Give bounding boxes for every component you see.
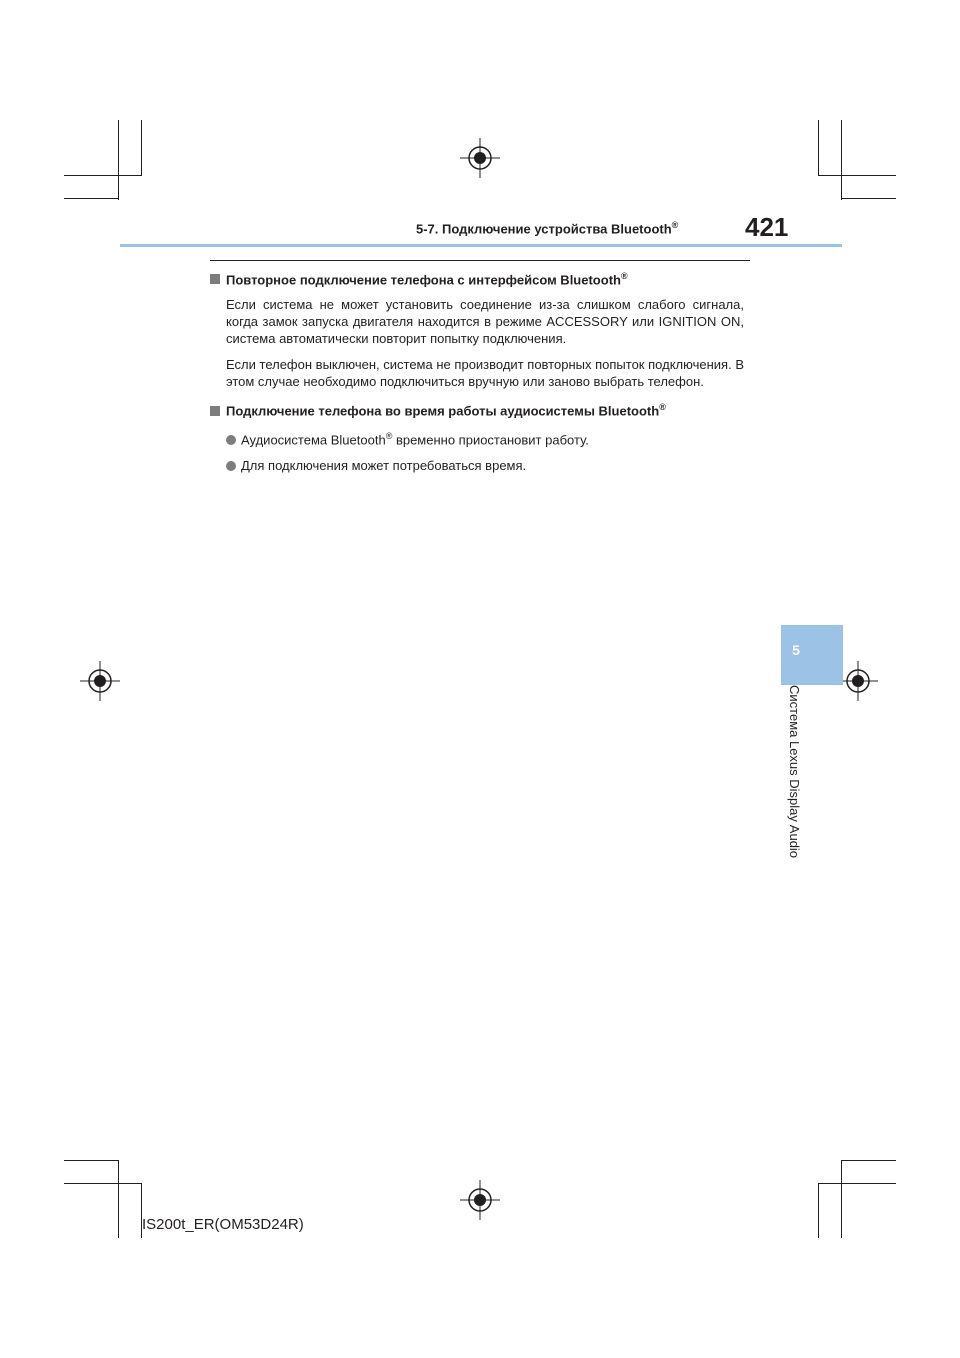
chapter-tab-label-area: [781, 685, 811, 885]
footer-model-code: IS200t_ER(OM53D24R): [142, 1216, 304, 1233]
crop-mark: [818, 120, 819, 176]
list-item: Аудиосистема Bluetooth® временно приостановит работу.: [226, 428, 744, 448]
chapter-tab-number: 5: [792, 642, 800, 658]
round-bullet-icon: [226, 435, 236, 445]
chapter-tab: [781, 625, 843, 685]
crop-mark: [818, 175, 896, 176]
crop-mark: [841, 198, 896, 199]
paragraph: Если телефон выключен, система не производит повторных попыток подключения. В этом случае необходимо подключиться вручную или заново выбрать телефон.: [226, 357, 744, 390]
crop-mark: [818, 1183, 896, 1184]
page-number: 421: [745, 212, 789, 242]
crop-mark: [841, 1160, 842, 1238]
registration-mark-icon: [460, 138, 500, 178]
registration-mark-icon: [460, 1180, 500, 1220]
chapter-title: 5-7. Подключение устройства Bluetooth®: [416, 220, 679, 237]
crop-mark: [841, 120, 842, 200]
crop-mark: [64, 1160, 119, 1161]
crop-mark: [141, 120, 142, 176]
paragraph: Если система не может установить соединение из-за слишком слабого сигнала, когда замок запуска двигателя находится в режиме ACCESSORY или IGNITION ON, система автоматически повторит попытку подключения.: [226, 297, 744, 347]
crop-mark: [818, 1183, 819, 1238]
square-bullet-icon: [210, 274, 220, 284]
registration-mark-icon: [80, 661, 120, 701]
crop-mark: [64, 1183, 142, 1184]
round-bullet-icon: [226, 461, 236, 471]
crop-mark: [64, 175, 142, 176]
chapter-tab-label: Система Lexus Display Audio: [787, 685, 802, 859]
page-content: [210, 268, 744, 483]
section-heading: Подключение телефона во время работы аудиосистемы Bluetooth®: [210, 399, 744, 419]
crop-mark: [841, 1160, 896, 1161]
crop-mark: [64, 198, 119, 199]
section-heading: Повторное подключение телефона с интерфейсом Bluetooth®: [210, 268, 744, 288]
registration-mark-icon: [838, 661, 878, 701]
header-divider: [120, 244, 842, 247]
crop-mark: [118, 120, 119, 200]
content-divider: [210, 260, 750, 261]
list-item: Для подключения может потребоваться время.: [226, 457, 744, 474]
crop-mark: [118, 1160, 119, 1238]
square-bullet-icon: [210, 406, 220, 416]
